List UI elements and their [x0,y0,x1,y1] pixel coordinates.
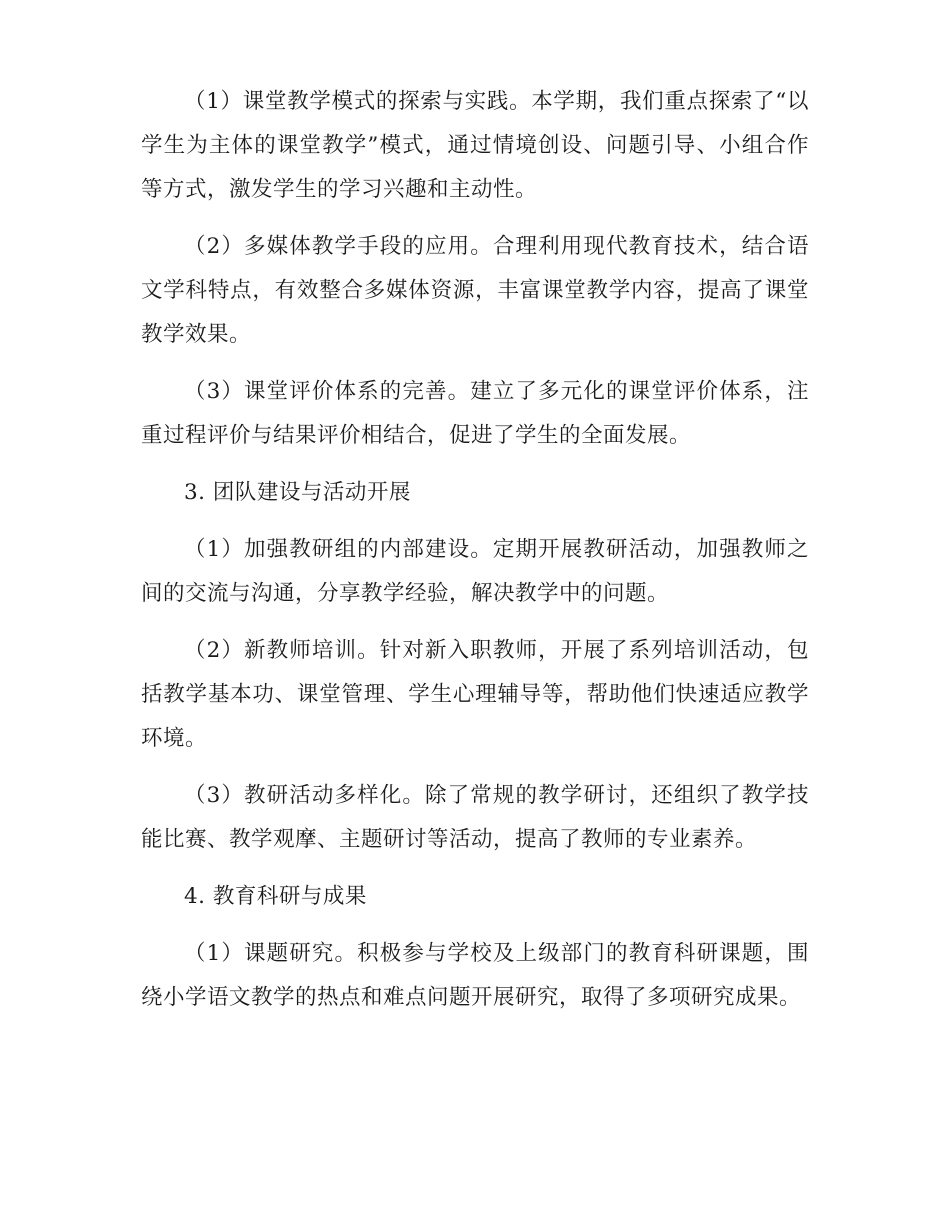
paragraph-diverse-activities: （3）教研活动多样化。除了常规的教学研讨，还组织了教学技能比赛、教学观摩、主题研讨等活动，提高了教师的专业素养。 [141,783,809,852]
paragraph-classroom-model: （1）课堂教学模式的探索与实践。本学期，我们重点探索了“以学生为主体的课堂教学”模式，通过情境创设、问题引导、小组合作等方式，激发学生的学习兴趣和主动性。 [141,89,809,202]
paragraph-new-teacher-training: （2）新教师培训。针对新入职教师，开展了系列培训活动，包括教学基本功、课堂管理、学生心理辅导等，帮助他们快速适应教学环境。 [141,638,809,751]
paragraph-topic-research: （1）课题研究。积极参与学校及上级部门的教育科研课题，围绕小学语文教学的热点和难点问题开展研究，取得了多项研究成果。 [141,941,809,1010]
section-heading-research: 4. 教育科研与成果 [184,884,367,909]
section-heading-team-building: 3. 团队建设与活动开展 [184,480,411,505]
paragraph-multimedia: （2）多媒体教学手段的应用。合理利用现代教育技术，结合语文学科特点，有效整合多媒体资源，丰富课堂教学内容，提高了课堂教学效果。 [141,234,809,347]
paragraph-evaluation-system: （3）课堂评价体系的完善。建立了多元化的课堂评价体系，注重过程评价与结果评价相结合，促进了学生的全面发展。 [141,379,809,448]
document-body [141,80,809,1033]
paragraph-internal-building: （1）加强教研组的内部建设。定期开展教研活动，加强教师之间的交流与沟通，分享教学经验，解决教学中的问题。 [141,537,809,606]
